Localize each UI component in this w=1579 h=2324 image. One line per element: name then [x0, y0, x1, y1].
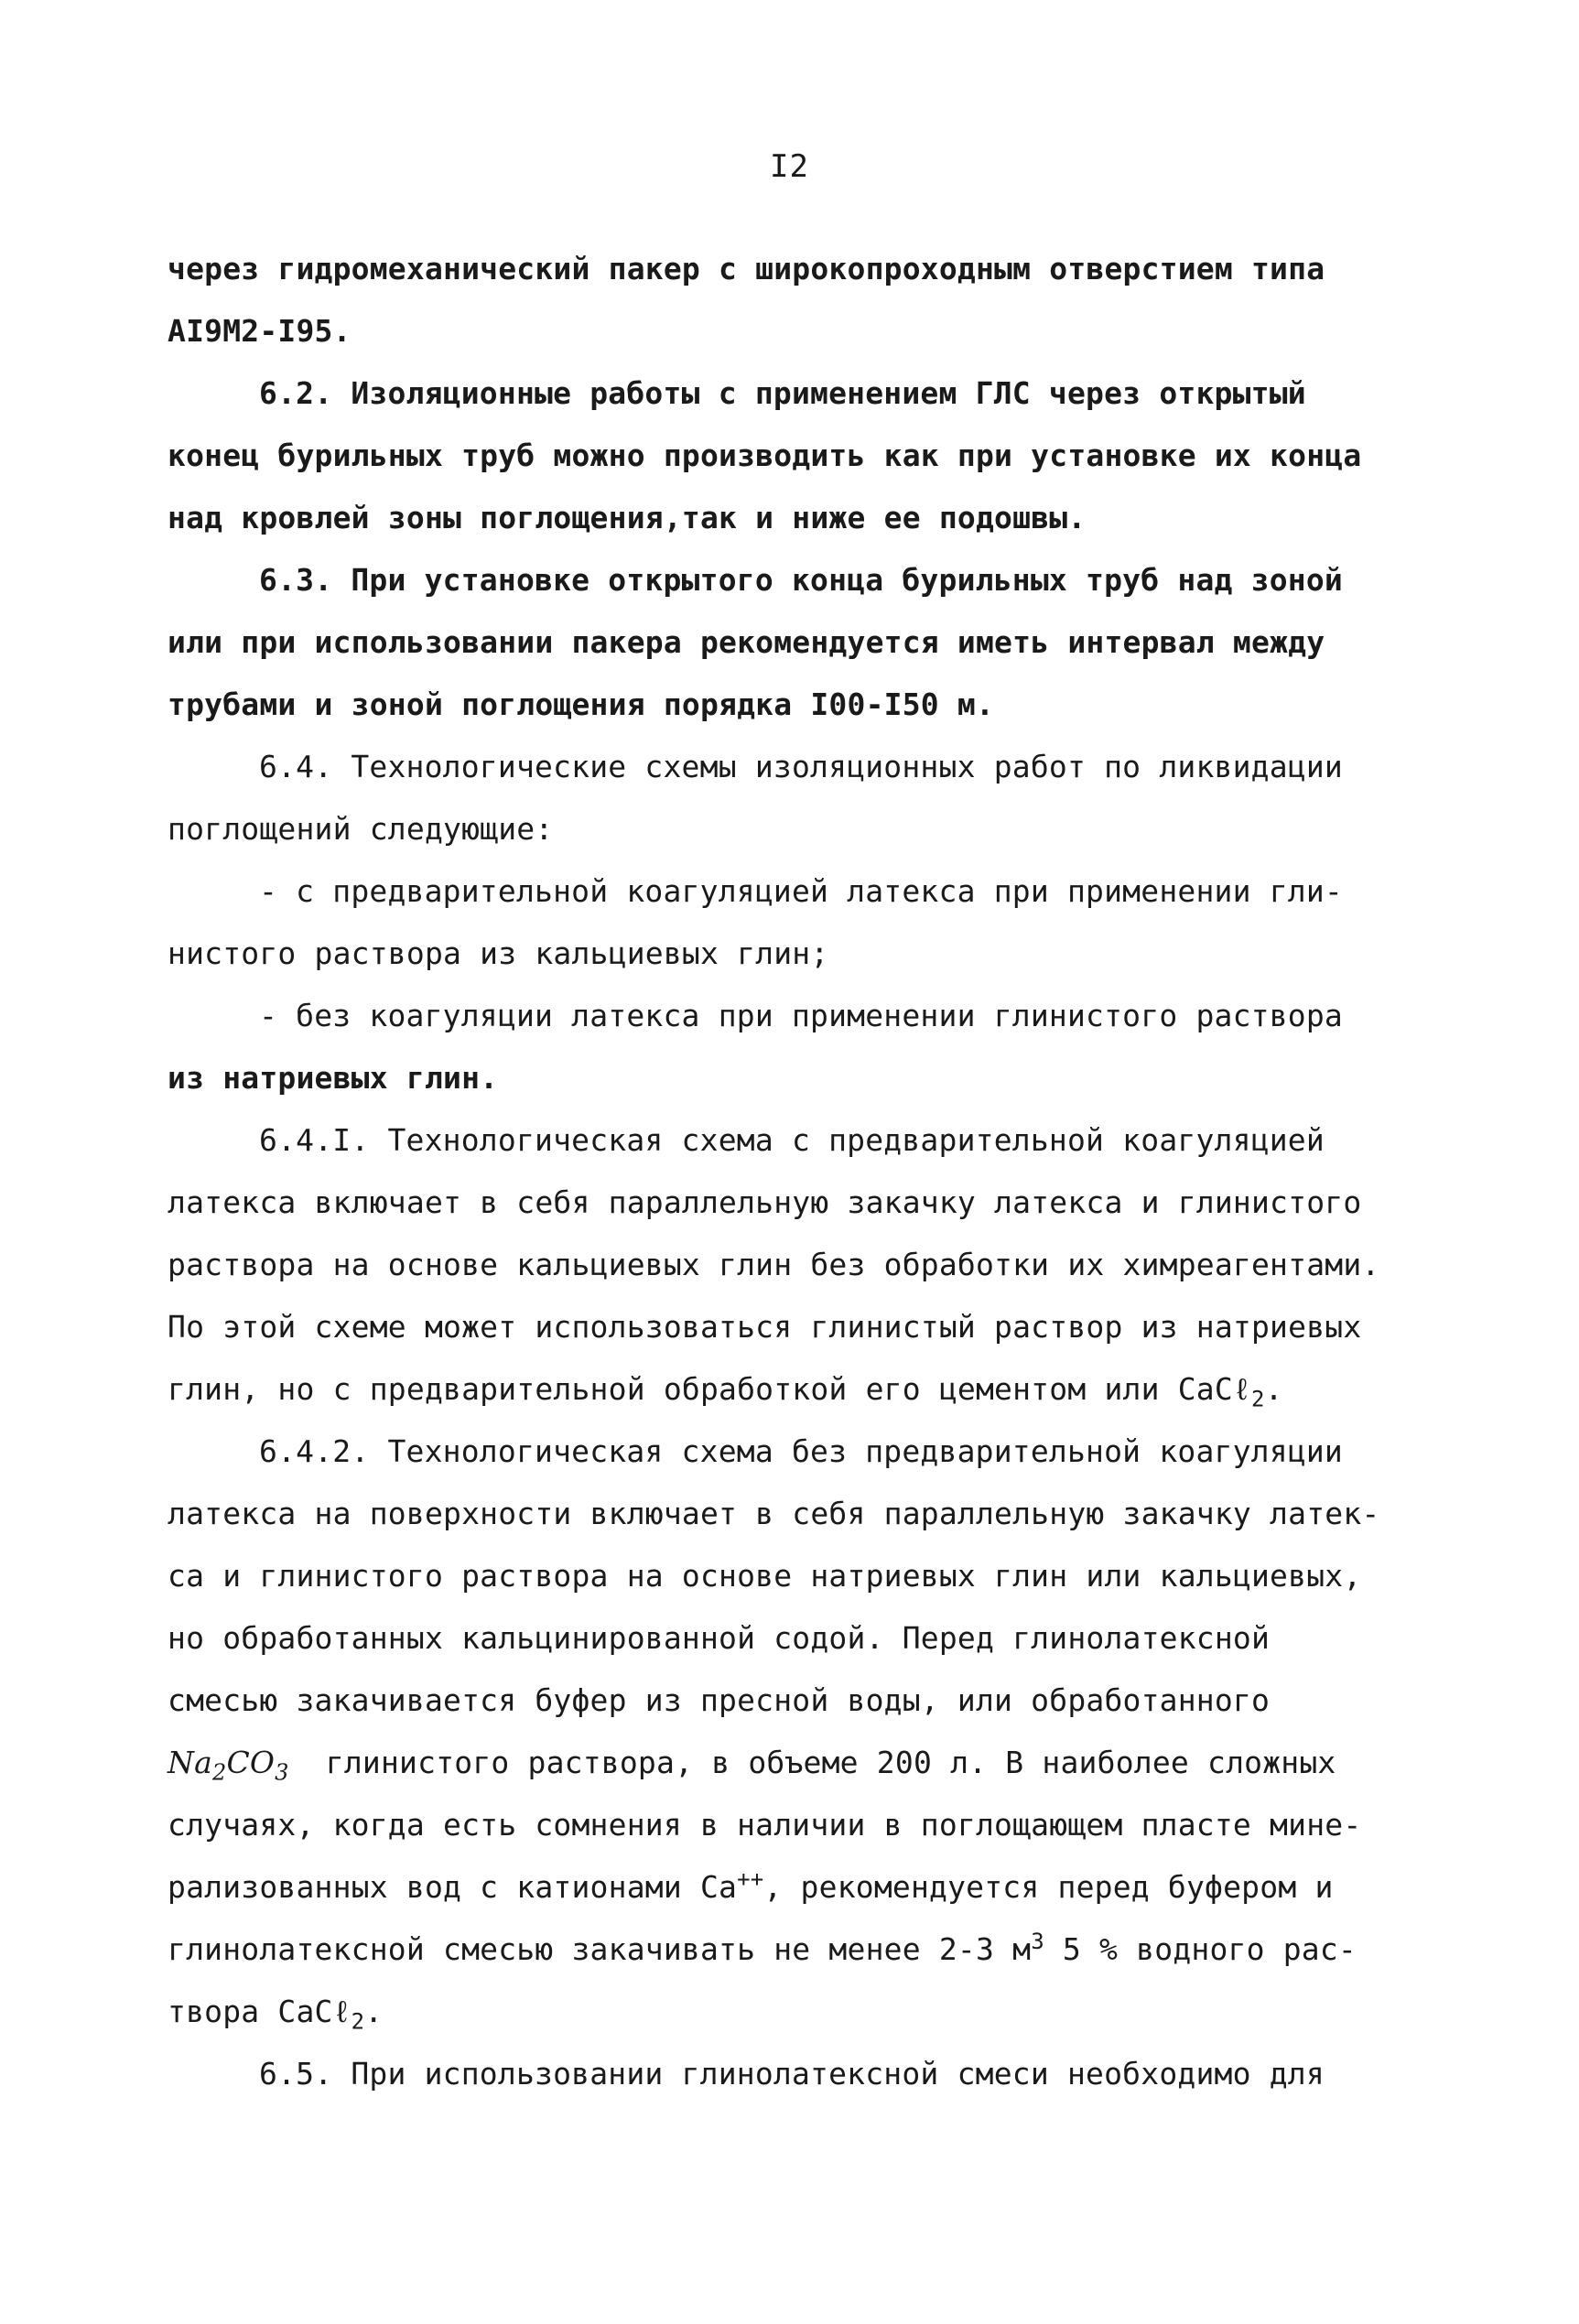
paragraph-6-4-1: 6.4.I. Технологическая схема с предварительной коагуляцией — [259, 1122, 1325, 1158]
text-line — [168, 1732, 1431, 1794]
text-segment: глин, но с предварительной обработкой его цементом или CaCℓ — [168, 1371, 1251, 1407]
text-line — [168, 1981, 1431, 2043]
text-segment: Na — [168, 1745, 212, 1780]
text-line: над кровлей зоны поглощения,так и ниже ее подошвы. — [168, 500, 1087, 535]
text-line: АI9М2-I95. — [168, 313, 351, 349]
text-line: нистого раствора из кальциевых глин; — [168, 935, 829, 971]
paragraph-6-5: 6.5. При использовании глинолатексной смеси необходимо для — [259, 2056, 1325, 2092]
paragraph-6-3: 6.3. При установке открытого конца бурильных труб над зоной — [259, 562, 1343, 598]
page-number: I2 — [770, 148, 809, 185]
body-text — [168, 238, 1431, 2105]
text-line: поглощений следующие: — [168, 811, 554, 847]
superscript: 3 — [1031, 1929, 1044, 1954]
text-segment: . — [1264, 1371, 1283, 1407]
paragraph-6-4: 6.4. Технологические схемы изоляционных работ по ликвидации — [259, 749, 1343, 784]
text-line: конец бурильных труб можно производить как при установке их конца — [168, 438, 1362, 473]
subscript: 2 — [1250, 1386, 1265, 1412]
text-line: раствора на основе кальциевых глин без обработки их химреагентами. — [168, 1247, 1380, 1282]
text-line: смесью закачивается буфер из пресной воды, или обработанного — [168, 1682, 1271, 1718]
subscript: 3 — [275, 1759, 289, 1786]
text-line: случаях, когда есть сомнения в наличии в поглощающем пласте мине- — [168, 1807, 1362, 1843]
paragraph-6-4-2: 6.4.2. Технологическая схема без предварительной коагуляции — [259, 1433, 1343, 1469]
text-line — [168, 1919, 1431, 1981]
text-segment: 5 % водного рас- — [1044, 1931, 1357, 1967]
list-item: - с предварительной коагуляцией латекса при применении гли- — [259, 873, 1343, 909]
text-segment: CO — [226, 1745, 276, 1780]
text-segment: глинолатексной смесью закачивать не менее 2-3 м — [168, 1931, 1032, 1967]
text-line: или при использовании пакера рекомендуется иметь интервал между — [168, 624, 1325, 660]
text-segment: рализованных вод с катионами Ca — [168, 1869, 738, 1905]
text-segment: твора CaCℓ — [168, 1994, 351, 2029]
subscript: 2 — [351, 2008, 365, 2035]
superscript: ++ — [737, 1866, 764, 1892]
text-line — [168, 1856, 1431, 1919]
text-line: са и глинистого раствора на основе натриевых глин или кальциевых, — [168, 1558, 1362, 1594]
paragraph-6-2: 6.2. Изоляционные работы с применением ГЛС через открытый — [259, 375, 1306, 411]
list-item: - без коагуляции латекса при применении глинистого раствора — [259, 998, 1343, 1033]
text-line: но обработанных кальцинированной содой. Перед глинолатексной — [168, 1620, 1271, 1656]
text-line: через гидромеханический пакер с широкопроходным отверстием типа — [168, 251, 1325, 286]
text-segment: , рекомендуется перед буфером и — [763, 1869, 1334, 1905]
text-line: из натриевых глин. — [168, 1060, 499, 1096]
text-segment: глинистого раствора, в объеме 200 л. В наиболее сложных — [325, 1745, 1336, 1780]
formula-na2co3 — [168, 1745, 289, 1786]
text-line: трубами и зоной поглощения порядка I00-I50 м. — [168, 686, 995, 722]
text-line: латекса на поверхности включает в себя параллельную закачку латек- — [168, 1496, 1380, 1531]
text-line: По этой схеме может использоваться глинистый раствор из натриевых — [168, 1309, 1362, 1345]
subscript: 2 — [211, 1759, 227, 1786]
text-line — [168, 1358, 1431, 1421]
text-segment: . — [364, 1994, 384, 2029]
text-line: латекса включает в себя параллельную закачку латекса и глинистого — [168, 1184, 1362, 1220]
